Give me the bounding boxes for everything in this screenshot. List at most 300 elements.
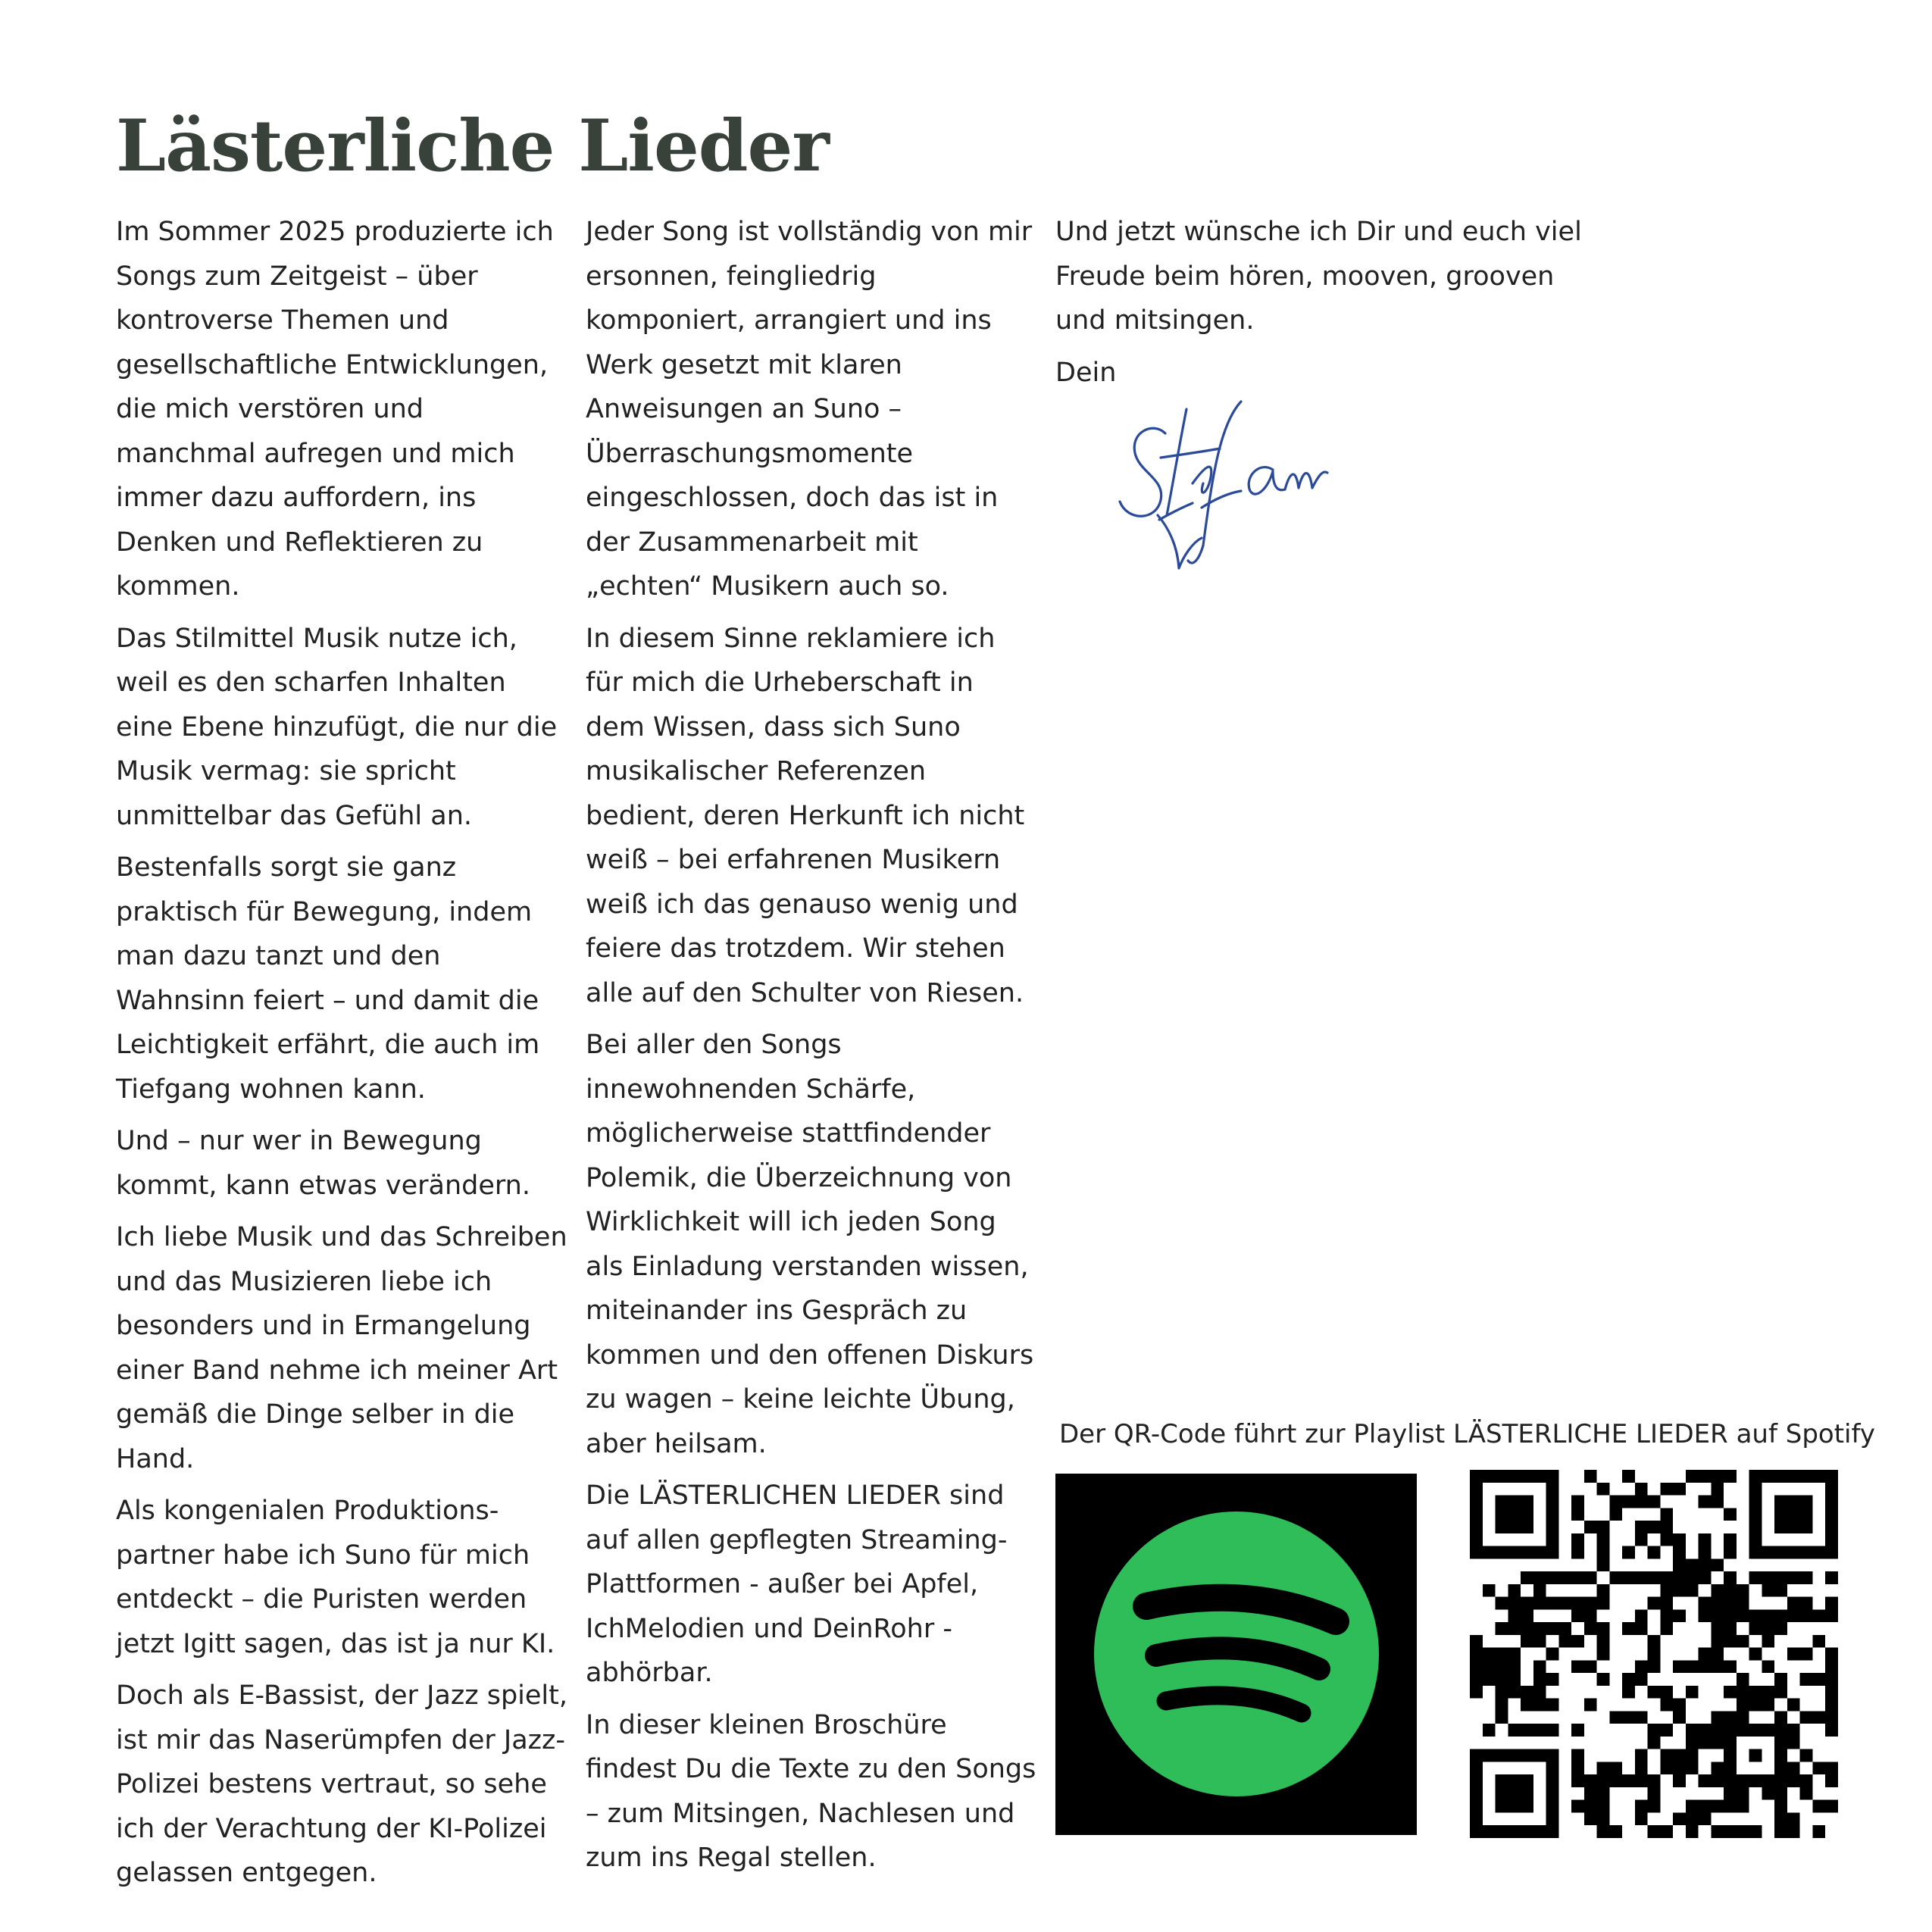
qr-module bbox=[1546, 1749, 1559, 1762]
qr-module bbox=[1737, 1825, 1749, 1838]
qr-module bbox=[1521, 1749, 1533, 1762]
qr-module bbox=[1787, 1825, 1800, 1838]
qr-module bbox=[1546, 1470, 1559, 1483]
qr-module bbox=[1609, 1762, 1622, 1774]
qr-module bbox=[1673, 1609, 1686, 1622]
qr-module bbox=[1711, 1724, 1724, 1737]
qr-module bbox=[1533, 1546, 1546, 1559]
qr-module bbox=[1635, 1673, 1648, 1686]
qr-module bbox=[1686, 1686, 1699, 1699]
qr-module bbox=[1496, 1597, 1508, 1610]
qr-module bbox=[1711, 1470, 1724, 1483]
qr-module bbox=[1711, 1648, 1724, 1661]
qr-module bbox=[1774, 1521, 1787, 1533]
qr-module bbox=[1546, 1699, 1559, 1712]
qr-module bbox=[1508, 1749, 1521, 1762]
qr-module bbox=[1558, 1571, 1571, 1584]
qr-module bbox=[1774, 1711, 1787, 1724]
qr-module bbox=[1787, 1762, 1800, 1774]
qr-module bbox=[1609, 1571, 1622, 1584]
qr-module bbox=[1711, 1584, 1724, 1597]
qr-module bbox=[1800, 1496, 1813, 1508]
qr-module bbox=[1749, 1648, 1762, 1661]
qr-module bbox=[1546, 1774, 1559, 1787]
qr-module bbox=[1622, 1686, 1635, 1699]
qr-module bbox=[1825, 1800, 1838, 1813]
qr-module bbox=[1737, 1609, 1749, 1622]
qr-module bbox=[1546, 1724, 1559, 1737]
qr-module bbox=[1558, 1597, 1571, 1610]
qr-module bbox=[1774, 1737, 1787, 1749]
paragraph: Ich liebe Musik und das Schreiben und das Musizieren liebe ich besonders und in Ermangelung einer Band nehme ich meiner Art gemäß die Dinge selber in die Hand. bbox=[116, 1222, 567, 1474]
text-column-right bbox=[1055, 210, 1586, 402]
qr-module bbox=[1609, 1711, 1622, 1724]
qr-module bbox=[1660, 1597, 1673, 1610]
qr-module bbox=[1825, 1711, 1838, 1724]
qr-module bbox=[1749, 1686, 1762, 1699]
qr-caption: Der QR-Code führt zur Playlist LÄSTERLICHE LIEDER auf Spotify bbox=[1059, 1419, 1875, 1449]
qr-module bbox=[1470, 1470, 1483, 1483]
qr-module bbox=[1699, 1597, 1712, 1610]
qr-module bbox=[1774, 1584, 1787, 1597]
qr-module bbox=[1724, 1825, 1737, 1838]
qr-module bbox=[1762, 1787, 1774, 1800]
qr-module bbox=[1508, 1470, 1521, 1483]
qr-module bbox=[1508, 1648, 1521, 1661]
qr-module bbox=[1787, 1609, 1800, 1622]
qr-module bbox=[1825, 1762, 1838, 1774]
qr-module bbox=[1749, 1724, 1762, 1737]
text-column-middle bbox=[586, 210, 1040, 1888]
qr-module bbox=[1737, 1774, 1749, 1787]
qr-module bbox=[1648, 1635, 1661, 1648]
qr-module bbox=[1686, 1737, 1699, 1749]
qr-module bbox=[1800, 1470, 1813, 1483]
qr-module bbox=[1774, 1825, 1787, 1838]
qr-module bbox=[1470, 1800, 1483, 1813]
paragraph: Und – nur wer in Bewegung kommt, kann etwas verändern. bbox=[116, 1126, 530, 1201]
qr-module bbox=[1711, 1737, 1724, 1749]
qr-module bbox=[1660, 1825, 1673, 1838]
qr-module bbox=[1787, 1597, 1800, 1610]
qr-module bbox=[1584, 1699, 1597, 1712]
qr-module bbox=[1686, 1660, 1699, 1673]
qr-module bbox=[1483, 1584, 1496, 1597]
qr-module bbox=[1686, 1825, 1699, 1838]
qr-module bbox=[1496, 1825, 1508, 1838]
closing-paragraph: Und jetzt wünsche ich Dir und euch viel Freude beim hören, mooven, grooven und mitsingen. bbox=[1055, 217, 1582, 336]
qr-module bbox=[1660, 1686, 1673, 1699]
qr-module bbox=[1584, 1660, 1597, 1673]
qr-module bbox=[1724, 1597, 1737, 1610]
qr-module bbox=[1648, 1496, 1661, 1508]
qr-module bbox=[1470, 1660, 1483, 1673]
qr-module bbox=[1800, 1787, 1813, 1800]
qr-module bbox=[1622, 1546, 1635, 1559]
qr-module bbox=[1699, 1609, 1712, 1622]
qr-module bbox=[1546, 1762, 1559, 1774]
qr-module bbox=[1825, 1483, 1838, 1496]
qr-module bbox=[1470, 1546, 1483, 1559]
qr-module bbox=[1496, 1686, 1508, 1699]
qr-module bbox=[1533, 1825, 1546, 1838]
qr-module bbox=[1825, 1508, 1838, 1521]
qr-module bbox=[1699, 1558, 1712, 1571]
qr-module bbox=[1521, 1609, 1533, 1622]
qr-module bbox=[1546, 1622, 1559, 1635]
qr-module bbox=[1787, 1496, 1800, 1508]
qr-module bbox=[1558, 1622, 1571, 1635]
qr-module bbox=[1800, 1571, 1813, 1584]
qr-module bbox=[1825, 1774, 1838, 1787]
qr-module bbox=[1737, 1597, 1749, 1610]
qr-module bbox=[1483, 1470, 1496, 1483]
qr-module bbox=[1812, 1825, 1825, 1838]
qr-module bbox=[1774, 1800, 1787, 1813]
qr-module bbox=[1597, 1635, 1610, 1648]
qr-module bbox=[1533, 1584, 1546, 1597]
qr-module bbox=[1762, 1609, 1774, 1622]
qr-module bbox=[1483, 1546, 1496, 1559]
qr-module bbox=[1812, 1546, 1825, 1559]
qr-module bbox=[1724, 1774, 1737, 1787]
qr-module bbox=[1724, 1660, 1737, 1673]
qr-module bbox=[1699, 1533, 1712, 1546]
qr-module bbox=[1686, 1800, 1699, 1813]
paragraph: Doch als E-Bassist, der Jazz spielt, ist mir das Naserümpfen der Jazz-Polizei bestens vertraut, so sehe ich der Verachtung der KI-Polizei gelassen entgegen. bbox=[116, 1680, 567, 1888]
qr-module bbox=[1470, 1496, 1483, 1508]
qr-module bbox=[1774, 1762, 1787, 1774]
qr-module bbox=[1571, 1774, 1584, 1787]
qr-module bbox=[1521, 1774, 1533, 1787]
qr-module bbox=[1699, 1660, 1712, 1673]
qr-module bbox=[1825, 1546, 1838, 1559]
qr-module bbox=[1533, 1597, 1546, 1610]
qr-module bbox=[1521, 1622, 1533, 1635]
qr-module bbox=[1787, 1699, 1800, 1712]
qr-module bbox=[1711, 1711, 1724, 1724]
qr-module bbox=[1699, 1737, 1712, 1749]
qr-module bbox=[1470, 1749, 1483, 1762]
qr-module bbox=[1635, 1800, 1648, 1813]
qr-module bbox=[1699, 1496, 1712, 1508]
qr-module bbox=[1774, 1622, 1787, 1635]
paragraph: Als kongenialen Produktions-partner habe ich Suno für mich entdeckt – die Puristen werden jetzt Igitt sagen, das ist ja nur KI. bbox=[116, 1496, 555, 1659]
qr-module bbox=[1825, 1533, 1838, 1546]
qr-module bbox=[1508, 1508, 1521, 1521]
qr-module bbox=[1699, 1724, 1712, 1737]
qr-module bbox=[1609, 1825, 1622, 1838]
qr-module bbox=[1800, 1508, 1813, 1521]
qr-module bbox=[1711, 1597, 1724, 1610]
qr-module bbox=[1812, 1711, 1825, 1724]
qr-module bbox=[1622, 1673, 1635, 1686]
qr-module bbox=[1711, 1774, 1724, 1787]
qr-module bbox=[1635, 1812, 1648, 1825]
qr-module bbox=[1711, 1825, 1724, 1838]
qr-module bbox=[1546, 1597, 1559, 1610]
qr-module bbox=[1483, 1724, 1496, 1737]
qr-module bbox=[1597, 1622, 1610, 1635]
qr-module bbox=[1597, 1521, 1610, 1533]
qr-module bbox=[1648, 1737, 1661, 1749]
qr-module bbox=[1571, 1724, 1584, 1737]
qr-module bbox=[1660, 1749, 1673, 1762]
qr-module bbox=[1660, 1571, 1673, 1584]
spotify-logo-icon bbox=[1055, 1474, 1417, 1835]
qr-module bbox=[1635, 1749, 1648, 1762]
qr-module bbox=[1737, 1699, 1749, 1712]
qr-module bbox=[1749, 1533, 1762, 1546]
qr-module bbox=[1622, 1496, 1635, 1508]
qr-module bbox=[1800, 1521, 1813, 1533]
qr-module bbox=[1787, 1724, 1800, 1737]
qr-module bbox=[1762, 1635, 1774, 1648]
qr-module bbox=[1737, 1800, 1749, 1813]
qr-module bbox=[1660, 1699, 1673, 1712]
qr-module bbox=[1584, 1787, 1597, 1800]
qr-module bbox=[1800, 1711, 1813, 1724]
qr-module bbox=[1546, 1812, 1559, 1825]
qr-module bbox=[1648, 1774, 1661, 1787]
qr-module bbox=[1660, 1533, 1673, 1546]
qr-module bbox=[1533, 1673, 1546, 1686]
qr-module bbox=[1699, 1774, 1712, 1787]
qr-module bbox=[1571, 1496, 1584, 1508]
qr-module bbox=[1699, 1648, 1712, 1661]
qr-module bbox=[1470, 1825, 1483, 1838]
qr-module bbox=[1825, 1496, 1838, 1508]
qr-module bbox=[1724, 1622, 1737, 1635]
qr-module bbox=[1724, 1533, 1737, 1546]
qr-module bbox=[1800, 1546, 1813, 1559]
qr-module bbox=[1724, 1609, 1737, 1622]
qr-module bbox=[1635, 1711, 1648, 1724]
qr-module bbox=[1508, 1496, 1521, 1508]
qr-module bbox=[1825, 1521, 1838, 1533]
qr-module bbox=[1774, 1470, 1787, 1483]
qr-module bbox=[1635, 1622, 1648, 1635]
qr-module bbox=[1571, 1571, 1584, 1584]
qr-module bbox=[1508, 1825, 1521, 1838]
qr-module bbox=[1533, 1660, 1546, 1673]
qr-module bbox=[1635, 1571, 1648, 1584]
qr-module bbox=[1533, 1622, 1546, 1635]
qr-module bbox=[1508, 1660, 1521, 1673]
qr-module bbox=[1571, 1508, 1584, 1521]
qr-module bbox=[1584, 1622, 1597, 1635]
qr-module bbox=[1749, 1496, 1762, 1508]
qr-module bbox=[1724, 1737, 1737, 1749]
qr-module bbox=[1597, 1597, 1610, 1610]
qr-module bbox=[1800, 1774, 1813, 1787]
qr-module bbox=[1496, 1648, 1508, 1661]
qr-module bbox=[1508, 1609, 1521, 1622]
qr-module bbox=[1635, 1483, 1648, 1496]
qr-module bbox=[1533, 1571, 1546, 1584]
qr-module bbox=[1737, 1787, 1749, 1800]
qr-module bbox=[1825, 1571, 1838, 1584]
qr-module bbox=[1521, 1546, 1533, 1559]
paragraph: In diesem Sinne reklamiere ich für mich die Urheberschaft in dem Wissen, dass sich Suno musikalischer Referenzen bedient, deren Herkunft ich nicht weiß – bei erfahrenen Musikern weiß ich das genauso wenig und feiere das trotzdem. Wir stehen alle auf den Schulter von Riesen. bbox=[586, 623, 1025, 1008]
qr-module bbox=[1699, 1800, 1712, 1813]
qr-module bbox=[1648, 1521, 1661, 1533]
qr-module bbox=[1521, 1470, 1533, 1483]
qr-module bbox=[1787, 1737, 1800, 1749]
qr-module bbox=[1660, 1724, 1673, 1737]
qr-module bbox=[1711, 1762, 1724, 1774]
qr-module bbox=[1597, 1558, 1610, 1571]
qr-module bbox=[1686, 1749, 1699, 1762]
qr-module bbox=[1825, 1724, 1838, 1737]
qr-module bbox=[1800, 1597, 1813, 1610]
qr-module bbox=[1812, 1762, 1825, 1774]
qr-module bbox=[1521, 1800, 1533, 1813]
qr-module bbox=[1508, 1622, 1521, 1635]
qr-module bbox=[1546, 1521, 1559, 1533]
qr-module bbox=[1483, 1660, 1496, 1673]
qr-module bbox=[1711, 1635, 1724, 1648]
qr-module bbox=[1496, 1470, 1508, 1483]
qr-module bbox=[1597, 1762, 1610, 1774]
qr-module bbox=[1597, 1533, 1610, 1546]
qr-module bbox=[1774, 1812, 1787, 1825]
qr-module bbox=[1749, 1470, 1762, 1483]
qr-module bbox=[1508, 1686, 1521, 1699]
qr-module bbox=[1635, 1533, 1648, 1546]
qr-module bbox=[1533, 1749, 1546, 1762]
qr-module bbox=[1546, 1673, 1559, 1686]
qr-module bbox=[1597, 1483, 1610, 1496]
qr-module bbox=[1812, 1635, 1825, 1648]
qr-module bbox=[1737, 1584, 1749, 1597]
qr-module bbox=[1470, 1812, 1483, 1825]
qr-module bbox=[1699, 1470, 1712, 1483]
qr-module bbox=[1673, 1558, 1686, 1571]
qr-module bbox=[1648, 1787, 1661, 1800]
qr-module bbox=[1762, 1774, 1774, 1787]
qr-module bbox=[1470, 1787, 1483, 1800]
qr-module bbox=[1571, 1660, 1584, 1673]
qr-module bbox=[1558, 1635, 1571, 1648]
qr-module bbox=[1496, 1622, 1508, 1635]
qr-module bbox=[1508, 1673, 1521, 1686]
qr-module bbox=[1812, 1800, 1825, 1813]
qr-module bbox=[1724, 1546, 1737, 1559]
qr-module bbox=[1584, 1774, 1597, 1787]
qr-module bbox=[1571, 1533, 1584, 1546]
qr-module bbox=[1483, 1825, 1496, 1838]
qr-module bbox=[1749, 1571, 1762, 1584]
qr-module bbox=[1724, 1508, 1737, 1521]
qr-module bbox=[1597, 1584, 1610, 1597]
qr-module bbox=[1825, 1660, 1838, 1673]
qr-module bbox=[1660, 1584, 1673, 1597]
qr-module bbox=[1749, 1483, 1762, 1496]
qr-module bbox=[1496, 1521, 1508, 1533]
qr-module bbox=[1648, 1597, 1661, 1610]
qr-module bbox=[1749, 1521, 1762, 1533]
qr-module bbox=[1825, 1686, 1838, 1699]
qr-module bbox=[1762, 1660, 1774, 1673]
qr-module bbox=[1787, 1648, 1800, 1661]
qr-module bbox=[1496, 1546, 1508, 1559]
qr-module bbox=[1584, 1521, 1597, 1533]
qr-module bbox=[1673, 1774, 1686, 1787]
qr-module bbox=[1496, 1749, 1508, 1762]
qr-module bbox=[1762, 1724, 1774, 1737]
qr-module bbox=[1496, 1787, 1508, 1800]
qr-module bbox=[1496, 1711, 1508, 1724]
qr-module bbox=[1584, 1597, 1597, 1610]
qr-module bbox=[1686, 1470, 1699, 1483]
qr-module bbox=[1521, 1635, 1533, 1648]
qr-module bbox=[1724, 1584, 1737, 1597]
qr-module bbox=[1660, 1762, 1673, 1774]
qr-module bbox=[1724, 1724, 1737, 1737]
qr-module bbox=[1597, 1812, 1610, 1825]
qr-module bbox=[1546, 1483, 1559, 1496]
qr-module bbox=[1749, 1825, 1762, 1838]
qr-module bbox=[1648, 1571, 1661, 1584]
qr-module bbox=[1622, 1622, 1635, 1635]
qr-module bbox=[1609, 1496, 1622, 1508]
qr-module bbox=[1496, 1508, 1508, 1521]
qr-module bbox=[1571, 1635, 1584, 1648]
qr-module bbox=[1584, 1800, 1597, 1813]
qr-module bbox=[1571, 1749, 1584, 1762]
qr-module bbox=[1571, 1597, 1584, 1610]
qr-module bbox=[1749, 1699, 1762, 1712]
qr-module bbox=[1521, 1699, 1533, 1712]
qr-module bbox=[1711, 1800, 1724, 1813]
qr-module bbox=[1699, 1546, 1712, 1559]
qr-module bbox=[1609, 1508, 1622, 1521]
qr-module bbox=[1660, 1521, 1673, 1533]
qr-module bbox=[1825, 1597, 1838, 1610]
qr-module bbox=[1571, 1762, 1584, 1774]
qr-module bbox=[1787, 1546, 1800, 1559]
qr-module bbox=[1597, 1787, 1610, 1800]
qr-module bbox=[1648, 1546, 1661, 1559]
qr-module bbox=[1774, 1774, 1787, 1787]
qr-module bbox=[1546, 1800, 1559, 1813]
qr-module bbox=[1686, 1762, 1699, 1774]
qr-module bbox=[1546, 1546, 1559, 1559]
qr-module bbox=[1774, 1546, 1787, 1559]
qr-module bbox=[1648, 1660, 1661, 1673]
qr-module bbox=[1673, 1812, 1686, 1825]
qr-module bbox=[1470, 1648, 1483, 1661]
qr-module bbox=[1711, 1622, 1724, 1635]
qr-module bbox=[1496, 1660, 1508, 1673]
qr-module bbox=[1470, 1762, 1483, 1774]
qr-module bbox=[1508, 1787, 1521, 1800]
paragraph: Das Stilmittel Musik nutze ich, weil es den scharfen Inhalten eine Ebene hinzufügt, die nur die Musik vermag: sie spricht unmittelbar das Gefühl an. bbox=[116, 623, 558, 831]
qr-module bbox=[1496, 1673, 1508, 1686]
qr-module bbox=[1508, 1546, 1521, 1559]
qr-module bbox=[1521, 1825, 1533, 1838]
qr-module bbox=[1673, 1584, 1686, 1597]
qr-module bbox=[1711, 1609, 1724, 1622]
qr-module bbox=[1470, 1483, 1483, 1496]
qr-module bbox=[1571, 1800, 1584, 1813]
qr-module bbox=[1660, 1622, 1673, 1635]
qr-module bbox=[1648, 1724, 1661, 1737]
qr-module bbox=[1521, 1597, 1533, 1610]
qr-module bbox=[1774, 1508, 1787, 1521]
qr-code-icon[interactable] bbox=[1470, 1470, 1838, 1838]
